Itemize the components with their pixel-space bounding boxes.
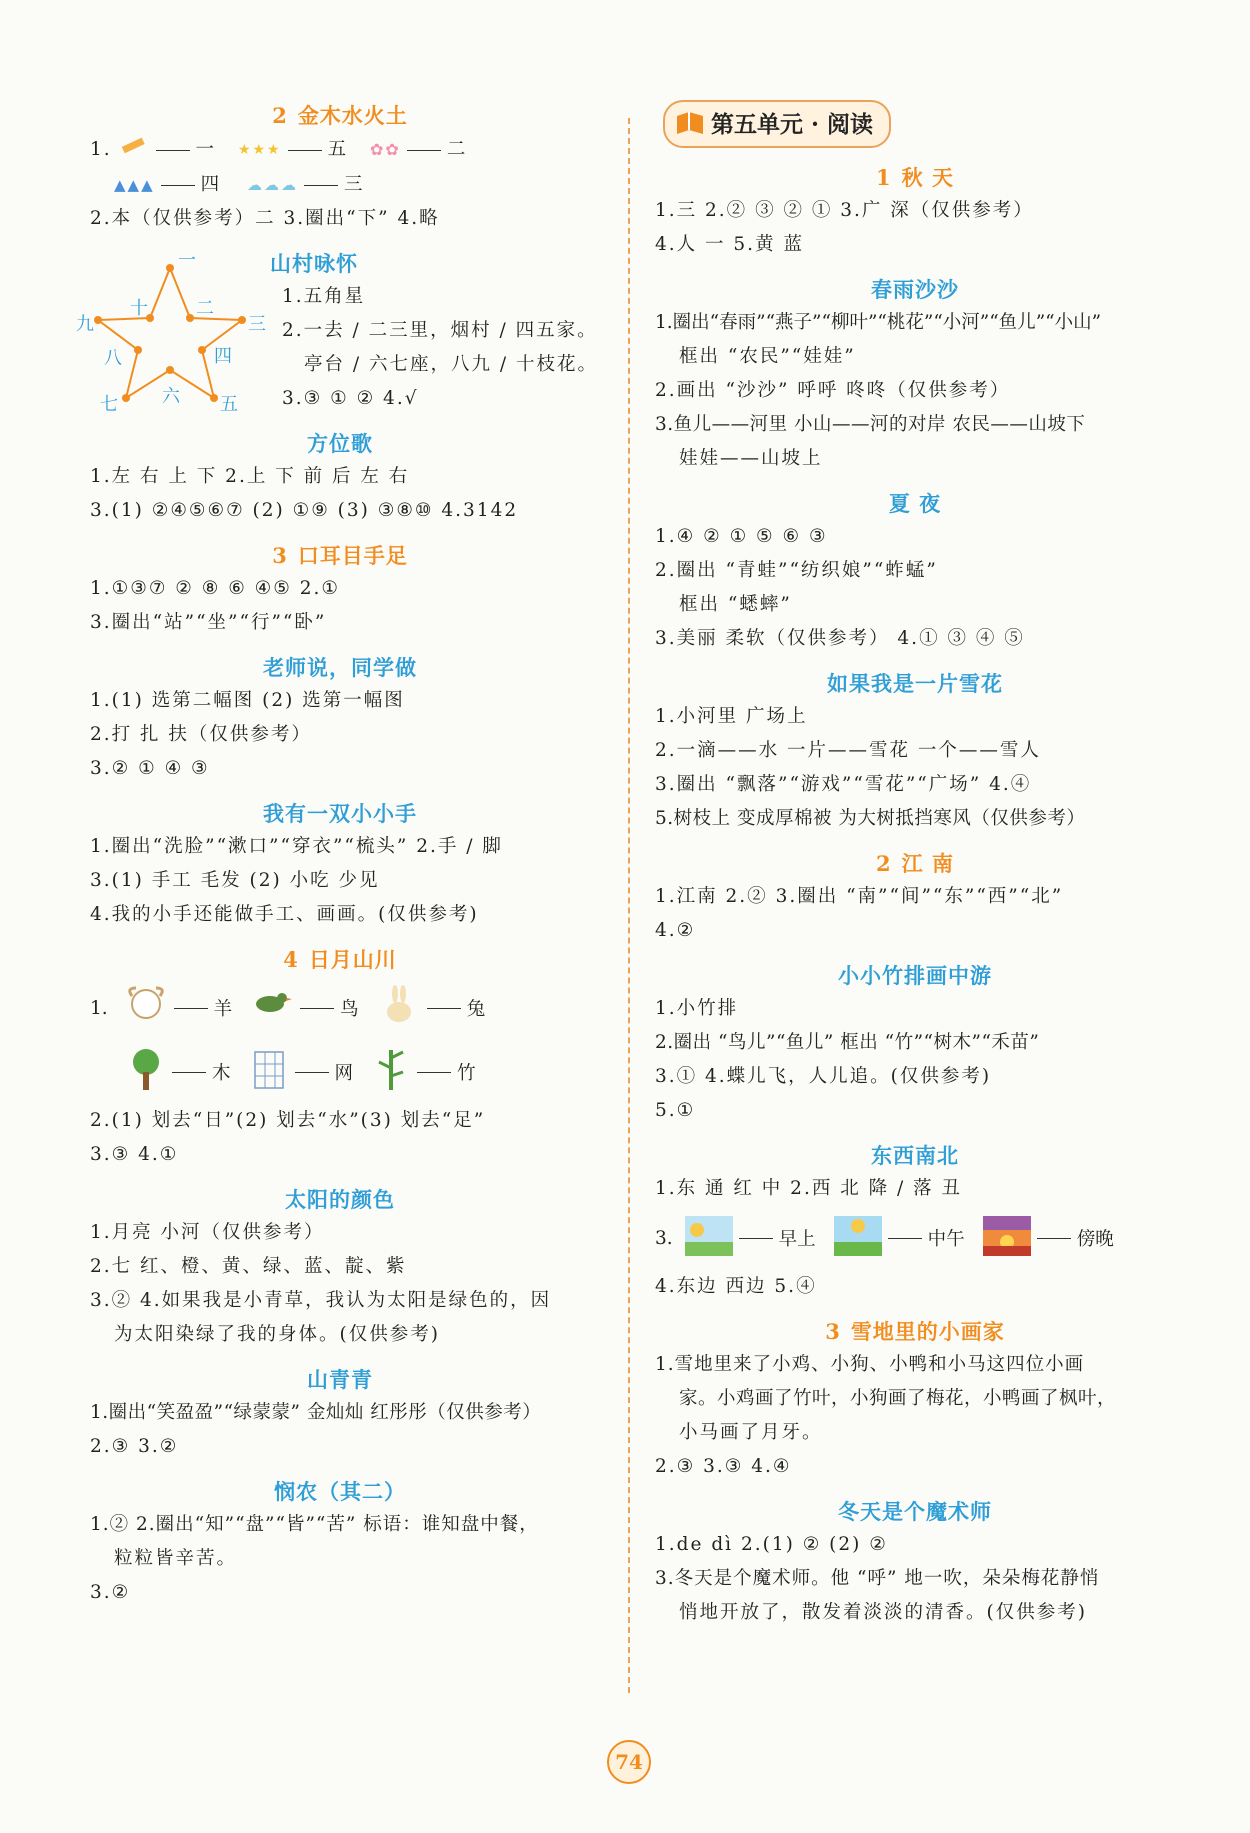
clouds-picture: ☁☁☁ xyxy=(247,176,299,194)
answer-line: 1.圈出“洗脸”“漱口”“穿衣”“梳头” 2.手 / 脚 xyxy=(90,836,503,857)
answer-line: 家。小鸡画了竹叶，小狗画了梅花，小鸭画了枫叶， xyxy=(679,1388,1117,1409)
answer-line: 1.④ ② ① ⑤ ⑥ ③ xyxy=(655,526,828,547)
answer-line: 4.东边 西边 5.④ xyxy=(655,1276,817,1297)
answer-line: 3.② xyxy=(90,1582,131,1603)
picture-match-row: 1. 羊 鸟 兔 xyxy=(90,976,590,1040)
answer-line: 5.树枝上 变成厚棉被 为大树抵挡寒风（仅供参考） xyxy=(655,808,1086,829)
star-label: 七 xyxy=(100,394,118,415)
morning-picture xyxy=(685,1216,733,1261)
answer-line: 1.三 2.② ③ ② ① 3.广 深（仅供参考） xyxy=(655,200,1034,221)
answer-line: 2.一去 / 二三里，烟村 / 四五家。 xyxy=(282,320,598,341)
star-label: 二 xyxy=(196,298,214,319)
answer-line: ▲▲▲ 四 ☁☁☁ 三 xyxy=(90,168,590,202)
section-title: 方位歌 xyxy=(307,431,373,456)
bamboo-picture xyxy=(371,1046,411,1099)
star-label: 八 xyxy=(104,348,122,369)
left-column xyxy=(76,100,598,1610)
answer-line: 2.打 扎 扶（仅供参考） xyxy=(90,724,312,745)
answer-line: 2.七 红、橙、黄、绿、蓝、靛、紫 xyxy=(90,1256,407,1277)
answer-line: 2.③ 3.③ 4.④ xyxy=(655,1456,792,1477)
answer-line: 1.①③⑦ ② ⑧ ⑥ ④⑤ 2.① xyxy=(90,578,340,599)
answer-line: 1.小竹排 xyxy=(655,998,739,1019)
section-title: 4 日月山川 xyxy=(283,947,397,972)
answer-line: 1.月亮 小河（仅供参考） xyxy=(90,1222,325,1243)
pencil-picture xyxy=(120,132,150,168)
answer-line: 1.② 2.圈出“知”“盘”“皆”“苦” 标语：谁知盘中餐， xyxy=(90,1514,539,1535)
answer-line: 娃娃——山坡上 xyxy=(679,448,823,469)
column-divider xyxy=(628,118,630,1693)
answer-line: 3.③ 4.① xyxy=(90,1144,179,1165)
answer-line: 2.一滴——水 一片——雪花 一个——雪人 xyxy=(655,740,1041,761)
section-title: 冬天是个魔术师 xyxy=(838,1499,992,1524)
answer-line: 3.① 4.蝶儿飞，人儿追。(仅供参考) xyxy=(655,1066,992,1087)
answer-line: 1.左 右 上 下 2.上 下 前 后 左 右 xyxy=(90,466,410,487)
noon-picture xyxy=(834,1216,882,1261)
answer-line: 框出 “蟋蟀” xyxy=(679,594,792,615)
answer-line: 3.(1) ②④⑤⑥⑦ (2) ①⑨ (3) ③⑧⑩ 4.3142 xyxy=(90,500,519,521)
section-title: 山村咏怀 xyxy=(270,251,358,276)
section-title: 东西南北 xyxy=(871,1143,959,1168)
answer-line: 3.(1) 手工 毛发 (2) 小吃 少见 xyxy=(90,870,380,891)
answer-line: 5.① xyxy=(655,1100,696,1121)
stars-picture: ★★★ xyxy=(237,142,282,158)
answer-line: 1.小河里 广场上 xyxy=(655,706,808,727)
evening-picture xyxy=(983,1216,1031,1261)
star-label: 三 xyxy=(248,314,266,335)
sheep-picture xyxy=(124,984,168,1033)
answer-line: 1.圈出“笑盈盈”“绿蒙蒙” 金灿灿 红彤彤（仅供参考） xyxy=(90,1402,542,1423)
answer-line: 2.圈出 “青蛙”“纺织娘”“蚱蜢” xyxy=(655,560,938,581)
birds-picture: ▲▲▲ xyxy=(114,176,155,194)
tree-picture xyxy=(126,1046,166,1099)
section-title: 1 秋 天 xyxy=(876,165,954,190)
right-column xyxy=(655,100,1175,1630)
answer-line: 2.(1) 划去“日”(2) 划去“水”(3) 划去“足” xyxy=(90,1110,486,1131)
page-number: 74 xyxy=(607,1740,651,1784)
answer-line: 亭台 / 六七座，八九 / 十枝花。 xyxy=(304,354,598,375)
section-title: 如果我是一片雪花 xyxy=(827,671,1003,696)
section-title: 夏 夜 xyxy=(888,491,942,516)
picture-match-row: 木 网 竹 xyxy=(90,1040,590,1104)
answer-line: 1.圈出“春雨”“燕子”“柳叶”“桃花”“小河”“鱼儿”“小山” xyxy=(655,312,1102,333)
bird-picture xyxy=(250,984,294,1033)
answer-line: 2.③ 3.② xyxy=(90,1436,179,1457)
answer-line: 小马画了月牙。 xyxy=(679,1422,823,1443)
star-label: 九 xyxy=(76,314,94,335)
unit-title: 第五单元 · 阅读 xyxy=(663,100,891,148)
answer-line: 为太阳染绿了我的身体。(仅供参考) xyxy=(114,1324,440,1345)
answer-line: 1.(1) 选第二幅图 (2) 选第一幅图 xyxy=(90,690,405,711)
answer-line: 3.③ ① ② 4.√ xyxy=(282,388,419,409)
star-label: 十 xyxy=(130,298,148,319)
answer-line: 2.本（仅供参考）二 3.圈出“下” 4.略 xyxy=(90,208,440,229)
star-label: 五 xyxy=(220,394,238,415)
star-label: 四 xyxy=(214,346,232,367)
answer-line: 3.② ① ④ ③ xyxy=(90,758,210,779)
answer-line: 1.五角星 xyxy=(282,286,366,307)
section-title: 悯农（其二） xyxy=(274,1479,406,1504)
answer-line: 框出 “农民”“娃娃” xyxy=(679,346,856,367)
answer-line: 4.② xyxy=(655,920,696,941)
star-label: 六 xyxy=(162,386,180,407)
answer-line: 3.② 4.如果我是小青草，我认为太阳是绿色的，因 xyxy=(90,1290,552,1311)
net-picture xyxy=(249,1046,289,1099)
section-title: 3 雪地里的小画家 xyxy=(825,1319,1005,1344)
section-title: 老师说，同学做 xyxy=(263,655,417,680)
flowers-picture: ✿✿ xyxy=(370,140,401,159)
answer-line: 1.雪地里来了小鸡、小狗、小鸭和小马这四位小画 xyxy=(655,1354,1085,1375)
section-title: 2 金木水火土 xyxy=(272,103,408,128)
section-title: 山青青 xyxy=(307,1367,373,1392)
answer-line: 2.圈出 “鸟儿”“鱼儿” 框出 “竹”“树木”“禾苗” xyxy=(655,1032,1040,1053)
section-title: 春雨沙沙 xyxy=(871,277,959,302)
answer-line: 3.美丽 柔软（仅供参考） 4.① ③ ④ ⑤ xyxy=(655,628,1025,649)
section-title: 小小竹排画中游 xyxy=(838,963,992,988)
star-label: 一 xyxy=(178,250,196,271)
answer-line: 3.圈出 “飘落”“游戏”“雪花”“广场” 4.④ xyxy=(655,774,1032,795)
section-title: 2 江 南 xyxy=(876,851,954,876)
book-icon xyxy=(675,110,705,142)
answer-line: 1. 一 ★★★ 五 ✿✿ 二 xyxy=(90,132,590,168)
answer-line: 4.我的小手还能做手工、画画。(仅供参考) xyxy=(90,904,479,925)
answer-line: 4.人 一 5.黄 蓝 xyxy=(655,234,804,255)
picture-match-row: 3. 早上 中午 傍晚 xyxy=(655,1206,1175,1270)
section-title: 3 口耳目手足 xyxy=(272,543,408,568)
section-title: 我有一双小小手 xyxy=(263,801,417,826)
answer-line: 2.画出 “沙沙” 呼呼 咚咚（仅供参考） xyxy=(655,380,1011,401)
answer-line: 3.鱼儿——河里 小山——河的对岸 农民——山坡下 xyxy=(655,414,1086,435)
answer-line: 3.冬天是个魔术师。他 “呼” 地一吹，朵朵梅花静悄 xyxy=(655,1568,1100,1589)
section-title: 太阳的颜色 xyxy=(285,1187,395,1212)
answer-line: 1.江南 2.② 3.圈出 “南”“间”“东”“西”“北” xyxy=(655,886,1064,907)
answer-line: 1.东 通 红 中 2.西 北 降 / 落 丑 xyxy=(655,1178,962,1199)
answer-line: 悄地开放了，散发着淡淡的清香。(仅供参考) xyxy=(679,1602,1087,1623)
rabbit-picture xyxy=(377,984,421,1033)
answer-line: 1.de dì 2.(1) ② (2) ② xyxy=(655,1534,888,1555)
answer-line: 粒粒皆辛苦。 xyxy=(114,1548,238,1569)
star-diagram xyxy=(76,248,270,415)
answer-line: 3.圈出“站”“坐”“行”“卧” xyxy=(90,612,327,633)
